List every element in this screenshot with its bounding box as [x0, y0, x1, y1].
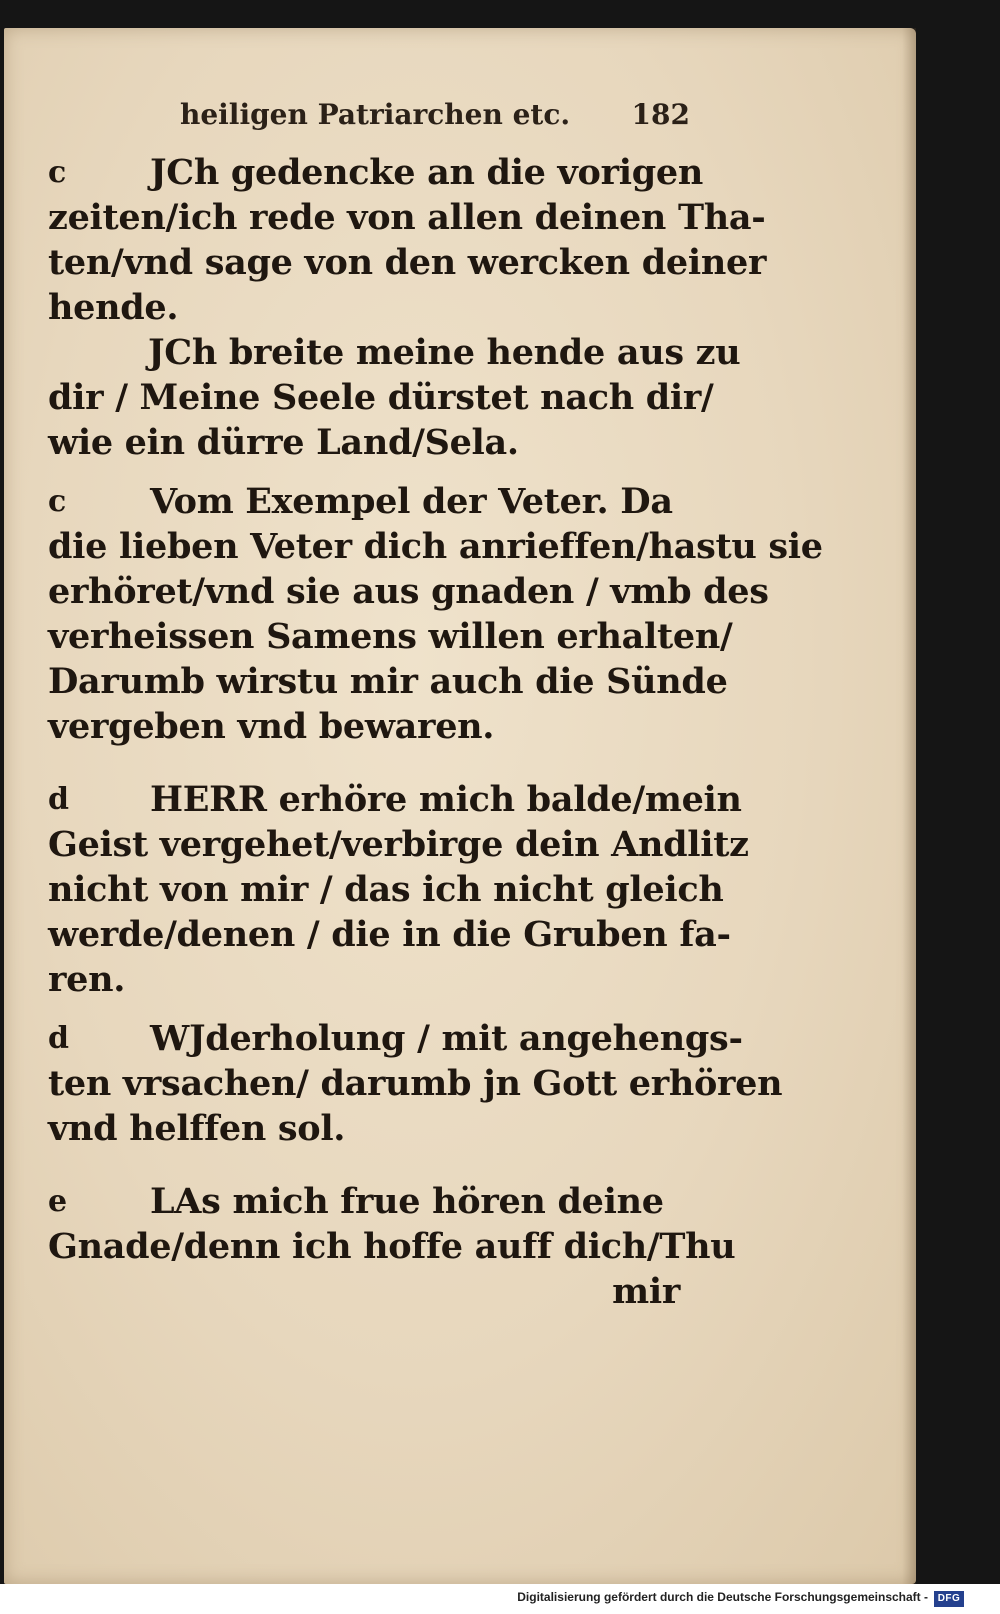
paragraph — [48, 330, 741, 465]
catchword: mir — [612, 1271, 680, 1312]
body-text — [48, 150, 823, 1314]
paragraph-gap — [48, 1151, 698, 1179]
margin-marker: d — [48, 1021, 69, 1056]
running-title: heiligen Patriarchen etc. — [180, 98, 571, 131]
margin-marker: c — [48, 155, 66, 190]
paragraph — [48, 777, 749, 1002]
text-line: erhöret/vnd sie aus gnaden / vmb des — [48, 571, 769, 612]
text-line: verheissen Samens willen erhalten/ — [48, 616, 733, 657]
dfg-logo: DFG — [934, 1591, 964, 1607]
text-line: HERR erhöre mich balde/mein — [150, 779, 742, 820]
text-line: vergeben vnd bewaren. — [48, 706, 495, 747]
paragraph — [48, 150, 767, 330]
paragraph-gap — [48, 1002, 698, 1016]
text-line: ren. — [48, 959, 126, 1000]
text-line: ten vrsachen/ darumb jn Gott erhören — [48, 1063, 783, 1104]
page-number: 182 — [631, 98, 690, 131]
text-line: WJderholung / mit angehengs- — [150, 1018, 743, 1059]
text-line: wie ein dürre Land/Sela. — [48, 422, 519, 463]
text-line: hende. — [48, 287, 179, 328]
page-edge-shadow — [902, 28, 916, 1584]
text-line: nicht von mir / das ich nicht gleich — [48, 869, 724, 910]
margin-marker: c — [48, 484, 66, 519]
text-line: ten/vnd sage von den wercken deiner — [48, 242, 767, 283]
margin-marker: d — [48, 782, 69, 817]
text-line: dir / Meine Seele dürstet nach dir/ — [48, 377, 714, 418]
paragraph-gap — [48, 749, 698, 777]
margin-marker: e — [48, 1184, 67, 1219]
text-line: Darumb wirstu mir auch die Sünde — [48, 661, 728, 702]
running-head — [180, 98, 690, 138]
paragraph — [48, 479, 823, 749]
text-line: JCh breite meine hende aus zu — [148, 332, 741, 373]
funding-credit: Digitalisierung gefördert durch die Deutsche Forschungsgemeinschaft - — [517, 1590, 928, 1604]
text-line: werde/denen / die in die Gruben fa- — [48, 914, 731, 955]
text-line: vnd helffen sol. — [48, 1108, 346, 1149]
text-line: zeiten/ich rede von allen deinen Tha- — [48, 197, 766, 238]
footer-bar — [0, 1584, 1000, 1614]
text-line: LAs mich frue hören deine — [150, 1181, 664, 1222]
text-line: Gnade/denn ich hoffe auff dich/Thu — [48, 1226, 736, 1267]
text-line: Vom Exempel der Veter. Da — [150, 481, 673, 522]
paragraph — [48, 1016, 783, 1151]
text-line: JCh gedencke an die vorigen — [150, 152, 704, 193]
paragraph — [48, 1179, 736, 1314]
paragraph-gap — [48, 465, 698, 479]
text-line: die lieben Veter dich anrieffen/hastu sie — [48, 526, 823, 567]
text-line: Geist vergehet/verbirge dein Andlitz — [48, 824, 749, 865]
